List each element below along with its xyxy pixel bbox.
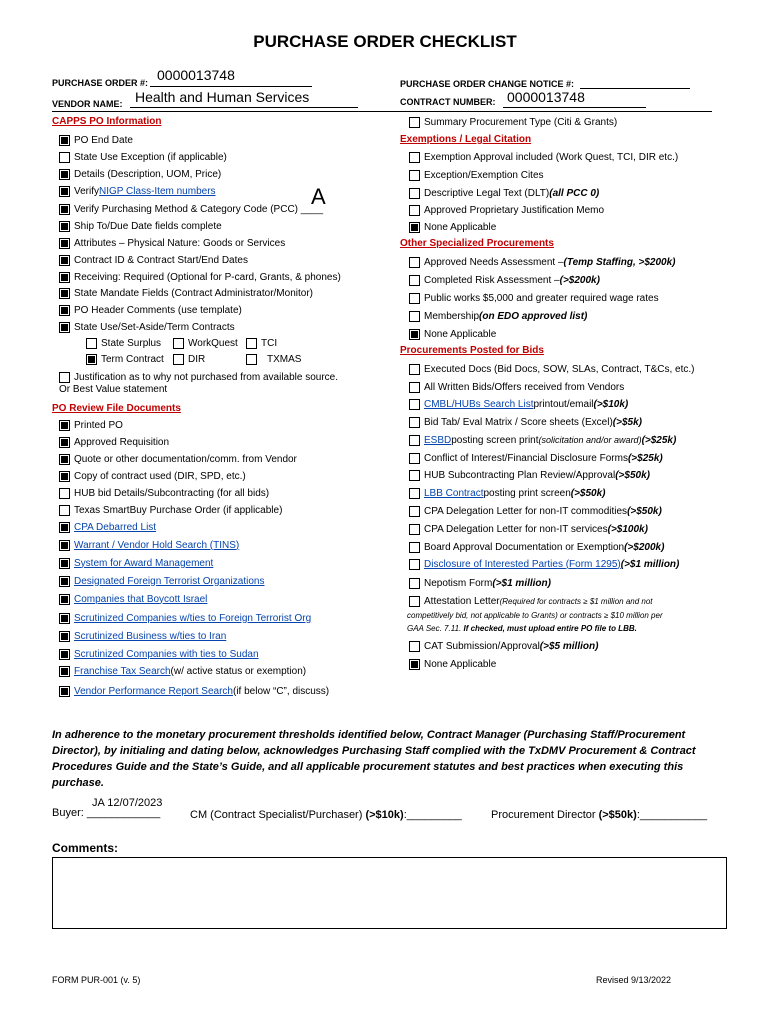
checklist-item[interactable]: State Use Exception (if applicable)	[59, 150, 227, 164]
checkbox[interactable]	[59, 272, 70, 283]
checklist-item[interactable]: Ship To/Due Date fields complete	[59, 219, 222, 233]
checklist-item[interactable]: Board Approval Documentation or Exemption (>$200k)	[409, 540, 664, 554]
checklist-item[interactable]: Attributes – Physical Nature: Goods or Services	[59, 236, 285, 250]
change-notice-field[interactable]	[580, 88, 690, 89]
attestation-line2: competitively bid, not applicable to Grants) or contracts ≥ $10 million per	[407, 611, 663, 620]
attestation-line3: GAA Sec. 7.11. If checked, must upload entire PO file to LBB.	[407, 624, 637, 633]
checkbox[interactable]	[246, 338, 257, 349]
contract-number-label: CONTRACT NUMBER:	[400, 97, 496, 107]
checkbox[interactable]	[59, 152, 70, 163]
checkbox[interactable]	[409, 559, 420, 570]
checklist-item[interactable]: CMBL/HUBs Search List printout/email (>$10k)	[409, 397, 628, 411]
checkbox[interactable]	[409, 453, 420, 464]
checklist-item[interactable]: Approved Proprietary Justification Memo	[409, 203, 604, 217]
checkbox[interactable]	[409, 275, 420, 286]
checkbox[interactable]	[409, 659, 420, 670]
nigp-link[interactable]: NIGP Class-Item numbers	[99, 185, 216, 197]
adherence-statement: In adherence to the monetary procurement thresholds identified below, Contract Manager (Purchasing Staff/Procurement Director), by initialing and dating below, acknowledges Purchasing Staff complied with the TxDMV Procurement & Contract Procedures Guide and the State’s Guide, and all applicable procurement statutes and best practices when executing this purchase.	[52, 729, 696, 789]
comments-textarea[interactable]	[52, 857, 727, 929]
option-state-surplus[interactable]: State Surplus	[86, 336, 161, 350]
comments-label: Comments:	[52, 841, 119, 855]
checklist-item[interactable]: Public works $5,000 and greater required wage rates	[409, 291, 659, 305]
checklist-item[interactable]: Receiving: Required (Optional for P-card, Grants, & phones)	[59, 270, 341, 284]
checkbox[interactable]	[59, 454, 70, 465]
option-term-contract[interactable]: Term Contract	[86, 352, 164, 366]
page-title: PURCHASE ORDER CHECKLIST	[253, 32, 517, 51]
checkbox[interactable]	[59, 288, 70, 299]
checklist-item[interactable]: Texas SmartBuy Purchase Order (if applicable)	[59, 503, 282, 517]
checkbox[interactable]	[246, 354, 257, 365]
po-number-underline	[150, 86, 312, 87]
checkbox[interactable]	[59, 255, 70, 266]
option-txmas[interactable]: TXMAS	[246, 352, 301, 366]
form-id: FORM PUR-001 (v. 5)	[52, 975, 141, 985]
checkbox[interactable]	[59, 305, 70, 316]
option-dir[interactable]: DIR	[173, 352, 205, 366]
vendor-name-underline	[130, 107, 358, 108]
checkbox[interactable]	[409, 417, 420, 428]
checklist-item[interactable]: Designated Foreign Terrorist Organizations	[59, 574, 264, 588]
checklist-item[interactable]: Franchise Tax Search (w/ active status or exemption)	[59, 664, 306, 678]
checkbox[interactable]	[409, 524, 420, 535]
checkbox[interactable]	[59, 686, 70, 697]
checklist-item[interactable]: Scrutinized Companies w/ties to Foreign Terrorist Org	[59, 611, 311, 625]
checklist-item[interactable]: Printed PO	[59, 418, 123, 432]
checklist-item[interactable]: Approved Requisition	[59, 435, 169, 449]
checkbox[interactable]	[409, 222, 420, 233]
checkbox[interactable]	[59, 186, 70, 197]
checkbox[interactable]	[409, 205, 420, 216]
checklist-item[interactable]: None Applicable	[409, 327, 496, 341]
checkbox[interactable]	[409, 578, 420, 589]
checkbox[interactable]	[409, 470, 420, 481]
procurement-director-signoff[interactable]: Procurement Director (>$50k):___________	[491, 809, 708, 821]
checkbox[interactable]	[173, 338, 184, 349]
vendor-name-value[interactable]: Health and Human Services	[135, 89, 310, 105]
pcc-value[interactable]: A	[311, 184, 326, 209]
checklist-item[interactable]: CPA Delegation Letter for non-IT commodities (>$50k)	[409, 504, 662, 518]
checkbox[interactable]	[59, 522, 70, 533]
checklist-item[interactable]: CPA Debarred List	[59, 520, 156, 534]
checklist-item[interactable]: Membership (on EDO approved list)	[409, 309, 587, 323]
checkbox[interactable]	[409, 382, 420, 393]
checklist-item[interactable]: Companies that Boycott Israel	[59, 592, 207, 606]
checkbox[interactable]	[173, 354, 184, 365]
checklist-item[interactable]: Details (Description, UOM, Price)	[59, 167, 221, 181]
checkbox[interactable]	[409, 329, 420, 340]
checklist-item[interactable]: ESBD posting screen print (solicitation and/or award) (>$25k)	[409, 433, 676, 447]
checklist-item[interactable]: HUB Subcontracting Plan Review/Approval (>$50k)	[409, 468, 650, 482]
checklist-item[interactable]: HUB bid Details/Subcontracting (for all bids)	[59, 486, 269, 500]
checklist-item[interactable]: State Use/Set-Aside/Term Contracts	[59, 320, 235, 334]
checkbox[interactable]	[409, 170, 420, 181]
option-workquest[interactable]: WorkQuest	[173, 336, 238, 350]
vendor-name-label: VENDOR NAME:	[52, 99, 123, 109]
checkbox[interactable]	[409, 641, 420, 652]
checklist-item[interactable]: Quote or other documentation/comm. from Vendor	[59, 452, 297, 466]
review-section-title: PO Review File Documents	[52, 403, 181, 414]
checkbox[interactable]	[59, 135, 70, 146]
contract-number-value[interactable]: 0000013748	[507, 89, 585, 105]
checklist-item[interactable]: Contract ID & Contract Start/End Dates	[59, 253, 248, 267]
checklist-item[interactable]: Verify NIGP Class-Item numbers	[59, 184, 216, 198]
checkbox[interactable]	[409, 311, 420, 322]
checkbox[interactable]	[59, 204, 70, 215]
checkbox[interactable]	[59, 613, 70, 624]
header-divider	[52, 111, 712, 112]
checkbox[interactable]	[409, 542, 420, 553]
checkbox[interactable]	[409, 188, 420, 199]
exemptions-section-title: Exemptions / Legal Citation	[400, 134, 532, 145]
checkbox[interactable]	[59, 558, 70, 569]
checklist-item[interactable]: Descriptive Legal Text (DLT) (all PCC 0)	[409, 186, 599, 200]
checklist-item[interactable]: CAT Submission/Approval (>$5 million)	[409, 639, 598, 653]
checkbox[interactable]	[409, 399, 420, 410]
checklist-item[interactable]: All Written Bids/Offers received from Vendors	[409, 380, 624, 394]
checkbox[interactable]	[59, 420, 70, 431]
buyer-label: Buyer: ____________	[52, 807, 161, 819]
checkbox[interactable]	[409, 364, 420, 375]
checkbox[interactable]	[59, 666, 70, 677]
other-section-title: Other Specialized Procurements	[400, 238, 554, 249]
checklist-item[interactable]: None Applicable	[409, 220, 496, 234]
checkbox[interactable]	[59, 221, 70, 232]
checklist-item[interactable]: Executed Docs (Bid Docs, SOW, SLAs, Contract, T&Cs, etc.)	[409, 362, 694, 376]
checkbox[interactable]	[409, 435, 420, 446]
checklist-item[interactable]: Nepotism Form (>$1 million)	[409, 576, 551, 590]
checkbox[interactable]	[409, 293, 420, 304]
bids-section-title: Procurements Posted for Bids	[400, 345, 544, 356]
checkbox[interactable]	[59, 169, 70, 180]
checklist-item[interactable]: None Applicable	[409, 657, 496, 671]
checkbox[interactable]	[59, 631, 70, 642]
checklist-item[interactable]: PO End Date	[59, 133, 133, 147]
checkbox[interactable]	[59, 471, 70, 482]
capps-section-title: CAPPS PO Information	[52, 116, 162, 127]
checklist-item[interactable]: CPA Delegation Letter for non-IT services (>$100k)	[409, 522, 648, 536]
checkbox[interactable]	[59, 505, 70, 516]
po-number-value[interactable]: 0000013748	[157, 67, 235, 83]
checklist-item[interactable]: Warrant / Vendor Hold Search (TINS)	[59, 538, 239, 552]
checkbox[interactable]	[409, 152, 420, 163]
checkbox[interactable]	[86, 354, 97, 365]
checklist-item[interactable]: Summary Procurement Type (Citi & Grants)	[409, 115, 617, 129]
checklist-item[interactable]: System for Award Management	[59, 556, 213, 570]
checkbox[interactable]	[409, 488, 420, 499]
justification-line2: Or Best Value statement	[59, 384, 168, 395]
checklist-item[interactable]: Exemption Approval included (Work Quest, TCI, DIR etc.)	[409, 150, 678, 164]
checkbox[interactable]	[59, 649, 70, 660]
checkbox[interactable]	[409, 596, 420, 607]
checklist-item[interactable]: Conflict of Interest/Financial Disclosure Forms (>$25k)	[409, 451, 663, 465]
attestation-item[interactable]: Attestation Letter (Required for contracts ≥ $1 million and not	[409, 594, 653, 608]
checklist-item[interactable]: LBB Contract posting print screen (>$50k)	[409, 486, 606, 500]
checklist-item[interactable]: Completed Risk Assessment – (>$200k)	[409, 273, 600, 287]
checklist-item[interactable]: Bid Tab/ Eval Matrix / Score sheets (Excel) (>$5k)	[409, 415, 642, 429]
checklist-item[interactable]: Exception/Exemption Cites	[409, 168, 544, 182]
checkbox[interactable]	[59, 576, 70, 587]
checklist-item[interactable]: Vendor Performance Report Search (if below “C”, discuss)	[59, 684, 329, 698]
revised-date: Revised 9/13/2022	[596, 975, 672, 985]
checkbox[interactable]	[59, 488, 70, 499]
checklist-item[interactable]: Copy of contract used (DIR, SPD, etc.)	[59, 469, 246, 483]
checklist-item[interactable]: Disclosure of Interested Parties (Form 1295) (>$1 million)	[409, 557, 679, 571]
option-tci[interactable]: TCI	[246, 336, 277, 350]
checkbox[interactable]	[59, 238, 70, 249]
checklist-item[interactable]: PO Header Comments (use template)	[59, 303, 242, 317]
checkbox[interactable]	[59, 437, 70, 448]
checkbox[interactable]	[409, 257, 420, 268]
checkbox[interactable]	[409, 506, 420, 517]
checklist-item[interactable]: Scrutinized Companies with ties to Sudan	[59, 647, 259, 661]
checkbox[interactable]	[59, 322, 70, 333]
checkbox[interactable]	[59, 372, 70, 383]
checkbox[interactable]	[59, 594, 70, 605]
contract-number-underline	[503, 107, 646, 108]
checkbox[interactable]	[409, 117, 420, 128]
checklist-item[interactable]: State Mandate Fields (Contract Administrator/Monitor)	[59, 286, 313, 300]
justification-item[interactable]: Justification as to why not purchased from available source.	[59, 370, 338, 384]
po-number-label: PURCHASE ORDER #:	[52, 78, 149, 88]
checklist-item[interactable]: Approved Needs Assessment – (Temp Staffing, >$200k)	[409, 255, 676, 269]
checklist-item[interactable]: Verify Purchasing Method & Category Code (PCC) ____	[59, 202, 323, 216]
change-notice-label: PURCHASE ORDER CHANGE NOTICE #:	[400, 79, 575, 89]
checkbox[interactable]	[86, 338, 97, 349]
buyer-initials[interactable]: JA 12/07/2023	[92, 797, 163, 809]
checklist-item[interactable]: Scrutinized Business w/ties to Iran	[59, 629, 226, 643]
cm-signoff[interactable]: CM (Contract Specialist/Purchaser) (>$10k):_________	[190, 809, 462, 821]
checkbox[interactable]	[59, 540, 70, 551]
